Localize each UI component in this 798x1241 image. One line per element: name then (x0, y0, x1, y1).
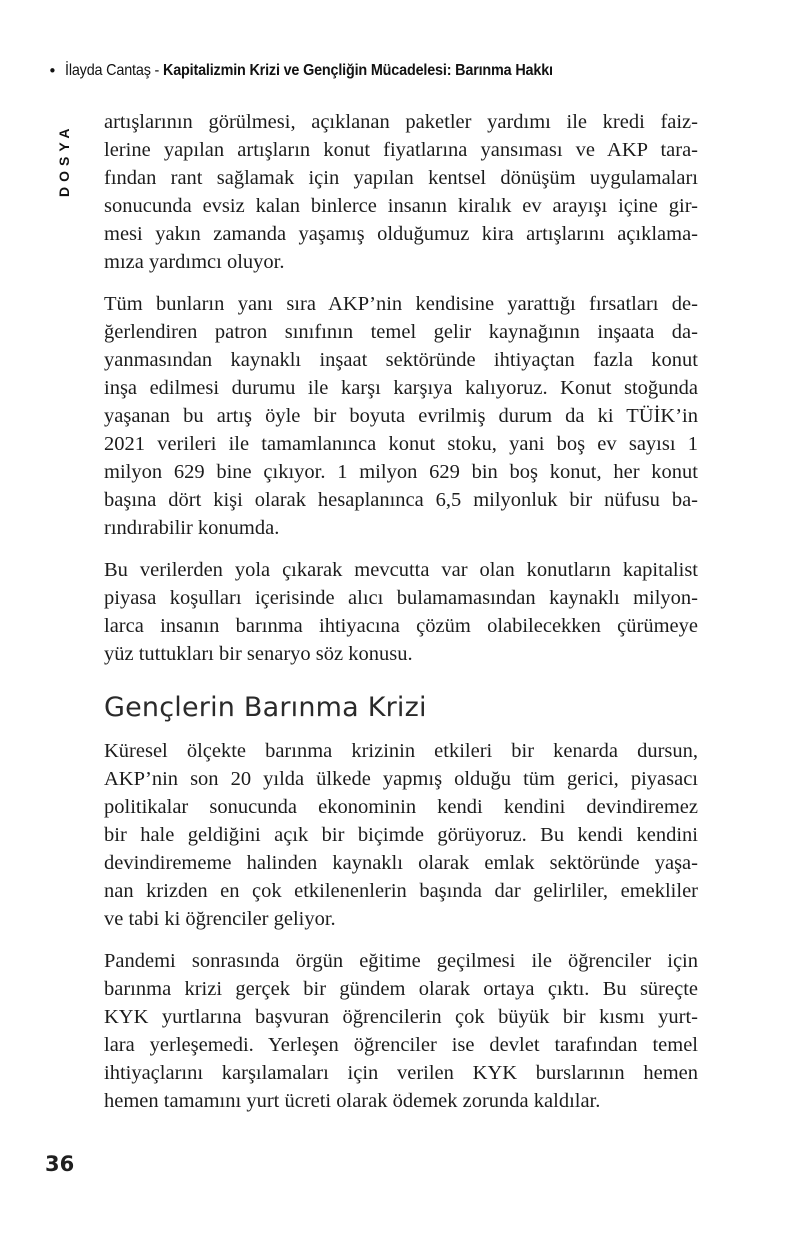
text-line: 2021 verileri ile tamamlanınca konut stoku, yani boş ev sayısı 1 (104, 433, 698, 455)
header-bullet-icon: • (48, 61, 57, 80)
text-line: ihtiyaçlarını karşılamaları için verilen KYK burslarının hemen (104, 1062, 698, 1084)
paragraph (104, 737, 698, 933)
text-line: lara yerleşemedi. Yerleşen öğrenciler ise devlet tarafından temel (104, 1034, 698, 1056)
text-line: yaşanan bu artış öyle bir boyuta evrilmiş durum da ki TÜİK’in (104, 405, 698, 427)
text-line: politikalar sonucunda ekonominin kendi kendini devindiremez (104, 796, 698, 818)
text-line: lerine yapılan artışların konut fiyatlarına yansıması ve AKP tara- (104, 139, 698, 161)
header-author: İlayda Cantaş (64, 62, 151, 79)
text-line: piyasa koşulları içerisinde alıcı bulamamasından kaynaklı milyon- (104, 587, 698, 609)
section-heading: Gençlerin Barınma Krizi (104, 692, 427, 723)
paragraph (104, 290, 698, 542)
page-number: 36 (45, 1152, 75, 1176)
paragraph (104, 108, 698, 276)
text-line: mıza yardımcı oluyor. (104, 251, 285, 273)
running-header (48, 62, 607, 80)
text-line: Pandemi sonrasında örgün eğitime geçilmesi ile öğrenciler için (104, 950, 698, 972)
paragraph (104, 947, 698, 1115)
text-line: rındırabilir konumda. (104, 517, 280, 539)
text-line: bir hale geldiğini açık bir biçimde görüyoruz. Bu kendi kendini (104, 824, 698, 846)
text-line: mesi yakın zamanda yaşamış olduğumuz kira artışlarını açıklama- (104, 223, 698, 245)
text-line: inşa edilmesi durumu ile karşı karşıya kalıyoruz. Konut stoğunda (104, 377, 698, 399)
text-line: artışlarının görülmesi, açıklanan paketler yardımı ile kredi faiz- (104, 111, 698, 133)
text-line: devindirememe halinden kaynaklı olarak emlak sektöründe yaşa- (104, 852, 698, 874)
section-side-label: DOSYA (56, 123, 72, 197)
text-line: sonucunda evsiz kalan binlerce insanın kiralık ev arayışı içine gir- (104, 195, 698, 217)
text-line: Bu verilerden yola çıkarak mevcutta var olan konutların kapitalist (104, 559, 698, 581)
text-line: AKP’nin son 20 yılda ülkede yapmış olduğu tüm gerici, piyasacı (104, 768, 698, 790)
text-line: Küresel ölçekte barınma krizinin etkileri bir kenarda dursun, (104, 740, 698, 762)
header-article-title: Kapitalizmin Krizi ve Gençliğin Mücadelesi: Barınma Hakkı (162, 62, 553, 79)
text-line: başına dört kişi olarak hesaplanınca 6,5 milyonluk bir nüfusu ba- (104, 489, 698, 511)
text-line: hemen tamamını yurt ücreti olarak ödemek zorunda kaldılar. (104, 1090, 601, 1112)
text-line: KYK yurtlarına başvuran öğrencilerin çok büyük bir kısmı yurt- (104, 1006, 698, 1028)
text-line: fından rant sağlamak için yapılan kentsel dönüşüm uygulamaları (104, 167, 698, 189)
text-line: yüz tuttukları bir senaryo söz konusu. (104, 643, 413, 665)
running-header-text (65, 62, 553, 80)
text-line: ğerlendiren patron sınıfının temel gelir kaynağının inşaata da- (104, 321, 698, 343)
text-line: yanmasından kaynaklı inşaat sektöründe ihtiyaçtan fazla konut (104, 349, 698, 371)
paragraph (104, 556, 698, 668)
text-line: milyon 629 bine çıkıyor. 1 milyon 629 bin boş konut, her konut (104, 461, 698, 483)
text-line: Tüm bunların yanı sıra AKP’nin kendisine yarattığı fırsatları de- (104, 293, 698, 315)
text-line: ve tabi ki öğrenciler geliyor. (104, 908, 336, 930)
text-line: larca insanın barınma ihtiyacına çözüm olabilecekken çürümeye (104, 615, 698, 637)
text-line: barınma krizi gerçek bir gündem olarak ortaya çıktı. Bu süreçte (104, 978, 698, 1000)
text-line: nan krizden en çok etkilenenlerin başında dar gelirliler, emekliler (104, 880, 698, 902)
article-body (104, 108, 698, 1129)
header-separator: - (150, 62, 163, 79)
